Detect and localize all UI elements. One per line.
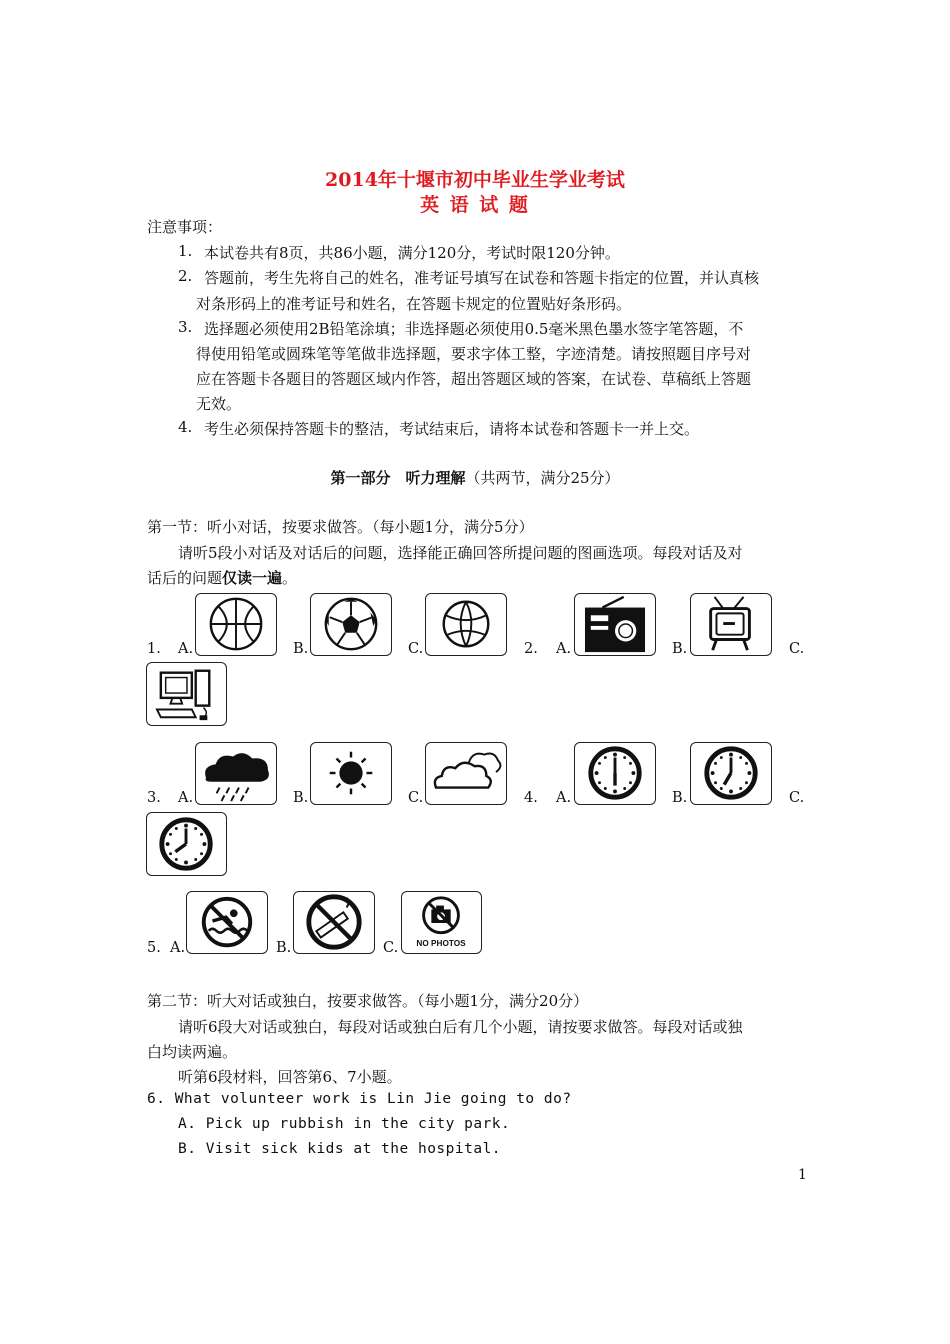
q2-option-b-label: B. <box>672 641 688 657</box>
cloudy-icon[interactable] <box>425 742 507 805</box>
q1-option-a-label: A. <box>178 641 194 657</box>
q1-number: 1. <box>147 641 161 657</box>
section2-instruction-line-1: 请听6段大对话或独白，每段对话或独白后有几个小题，请按要求做答。每段对话或独 <box>178 1018 743 1036</box>
notice-heading: 注意事项： <box>147 218 223 236</box>
volleyball-icon[interactable] <box>425 593 507 656</box>
notice-item-4-line-1: 考生必须保持答题卡的整洁，考试结束后，请将本试卷和答题卡一并上交。 <box>204 420 700 438</box>
basketball-icon[interactable] <box>195 593 277 656</box>
page-number: 1 <box>798 1167 807 1183</box>
soccer-ball-icon[interactable] <box>310 593 392 656</box>
notice-item-2-line-2: 对条形码上的准考证号和姓名，在答题卡规定的位置贴好条形码。 <box>196 295 632 313</box>
q3-option-b-label: B. <box>293 790 309 806</box>
q5-option-b-label: B. <box>276 940 292 956</box>
q2-option-c-label: C. <box>789 641 805 657</box>
exam-subtitle: 英 语 试 题 <box>420 194 530 216</box>
no-photos-text: NO PHOTOS <box>416 939 466 949</box>
notice-item-1-line-1: 本试卷共有8页，共86小题，满分120分，考试时限120分钟。 <box>204 244 620 262</box>
computer-icon[interactable] <box>146 662 227 726</box>
section2-material-note: 听第6段材料，回答第6、7小题。 <box>178 1068 402 1086</box>
q1-option-b-label: B. <box>293 641 309 657</box>
clock-seven-icon[interactable] <box>690 742 772 805</box>
notice-item-3-line-4: 无效。 <box>196 395 242 413</box>
q4-option-b-label: B. <box>672 790 688 806</box>
notice-item-2-line-1: 答题前，考生先将自己的姓名，准考证号填写在试卷和答题卡指定的位置，并认真核 <box>204 269 760 287</box>
q4-number: 4. <box>524 790 538 806</box>
no-swimming-icon[interactable] <box>186 891 268 954</box>
part1-heading <box>0 467 950 488</box>
section2-heading: 第二节：听大对话或独白，按要求做答。（每小题1分，满分20分） <box>147 992 589 1010</box>
notice-item-1-num: 1. <box>178 242 193 260</box>
exam-title: 2014年十堰市初中毕业生学业考试 <box>325 169 625 191</box>
q6-option-b[interactable]: B. Visit sick kids at the hospital. <box>178 1141 502 1157</box>
part1-heading-rest: （共两节，满分25分） <box>465 469 620 487</box>
q1-option-c-label: C. <box>408 641 424 657</box>
q3-option-a-label: A. <box>178 790 194 806</box>
q2-option-a-label: A. <box>556 641 572 657</box>
section1-instruction-line-1: 请听5段小对话及对话后的问题，选择能正确回答所提问题的图画选项。每段对话及对 <box>178 544 743 562</box>
notice-item-2-num: 2. <box>178 267 193 285</box>
q5-option-a-label: A. <box>170 940 186 956</box>
notice-item-3-num: 3. <box>178 318 193 336</box>
q6-option-a[interactable]: A. Pick up rubbish in the city park. <box>178 1116 511 1132</box>
section1-heading: 第一节：听小对话，按要求做答。（每小题1分，满分5分） <box>147 518 534 536</box>
clock-eight-icon[interactable] <box>146 812 227 876</box>
instr-pre: 话后的问题 <box>147 569 223 587</box>
radio-icon[interactable] <box>574 593 656 656</box>
q2-number: 2. <box>524 641 538 657</box>
section1-instruction-line-2 <box>147 567 297 588</box>
q5-number: 5. <box>147 940 161 956</box>
q6-stem: 6. What volunteer work is Lin Jie going to do? <box>147 1091 572 1107</box>
television-icon[interactable] <box>690 593 772 656</box>
q4-option-a-label: A. <box>556 790 572 806</box>
section2-instruction-line-2: 白均读两遍。 <box>147 1043 238 1061</box>
part1-heading-bold: 第一部分 听力理解 <box>330 469 466 487</box>
sun-icon[interactable] <box>310 742 392 805</box>
no-smoking-icon[interactable] <box>293 891 375 954</box>
q3-number: 3. <box>147 790 161 806</box>
rain-cloud-icon[interactable] <box>195 742 277 805</box>
q5-option-c-label: C. <box>383 940 399 956</box>
notice-item-3-line-1: 选择题必须使用2B铅笔涂填；非选择题必须使用0.5毫米黑色墨水签字笔答题，不 <box>204 320 744 338</box>
q3-option-c-label: C. <box>408 790 424 806</box>
instr-bold: 仅读一遍 <box>222 569 283 587</box>
clock-six-icon[interactable] <box>574 742 656 805</box>
notice-item-3-line-2: 得使用铅笔或圆珠笔等笔做非选择题，要求字体工整，字迹清楚。请按照题目序号对 <box>196 345 752 363</box>
notice-item-4-num: 4. <box>178 418 193 436</box>
notice-item-3-line-3: 应在答题卡各题目的答题区域内作答，超出答题区域的答案，在试卷、草稿纸上答题 <box>196 370 752 388</box>
q4-option-c-label: C. <box>789 790 805 806</box>
instr-post: 。 <box>282 569 298 587</box>
no-photos-icon[interactable] <box>401 891 482 954</box>
